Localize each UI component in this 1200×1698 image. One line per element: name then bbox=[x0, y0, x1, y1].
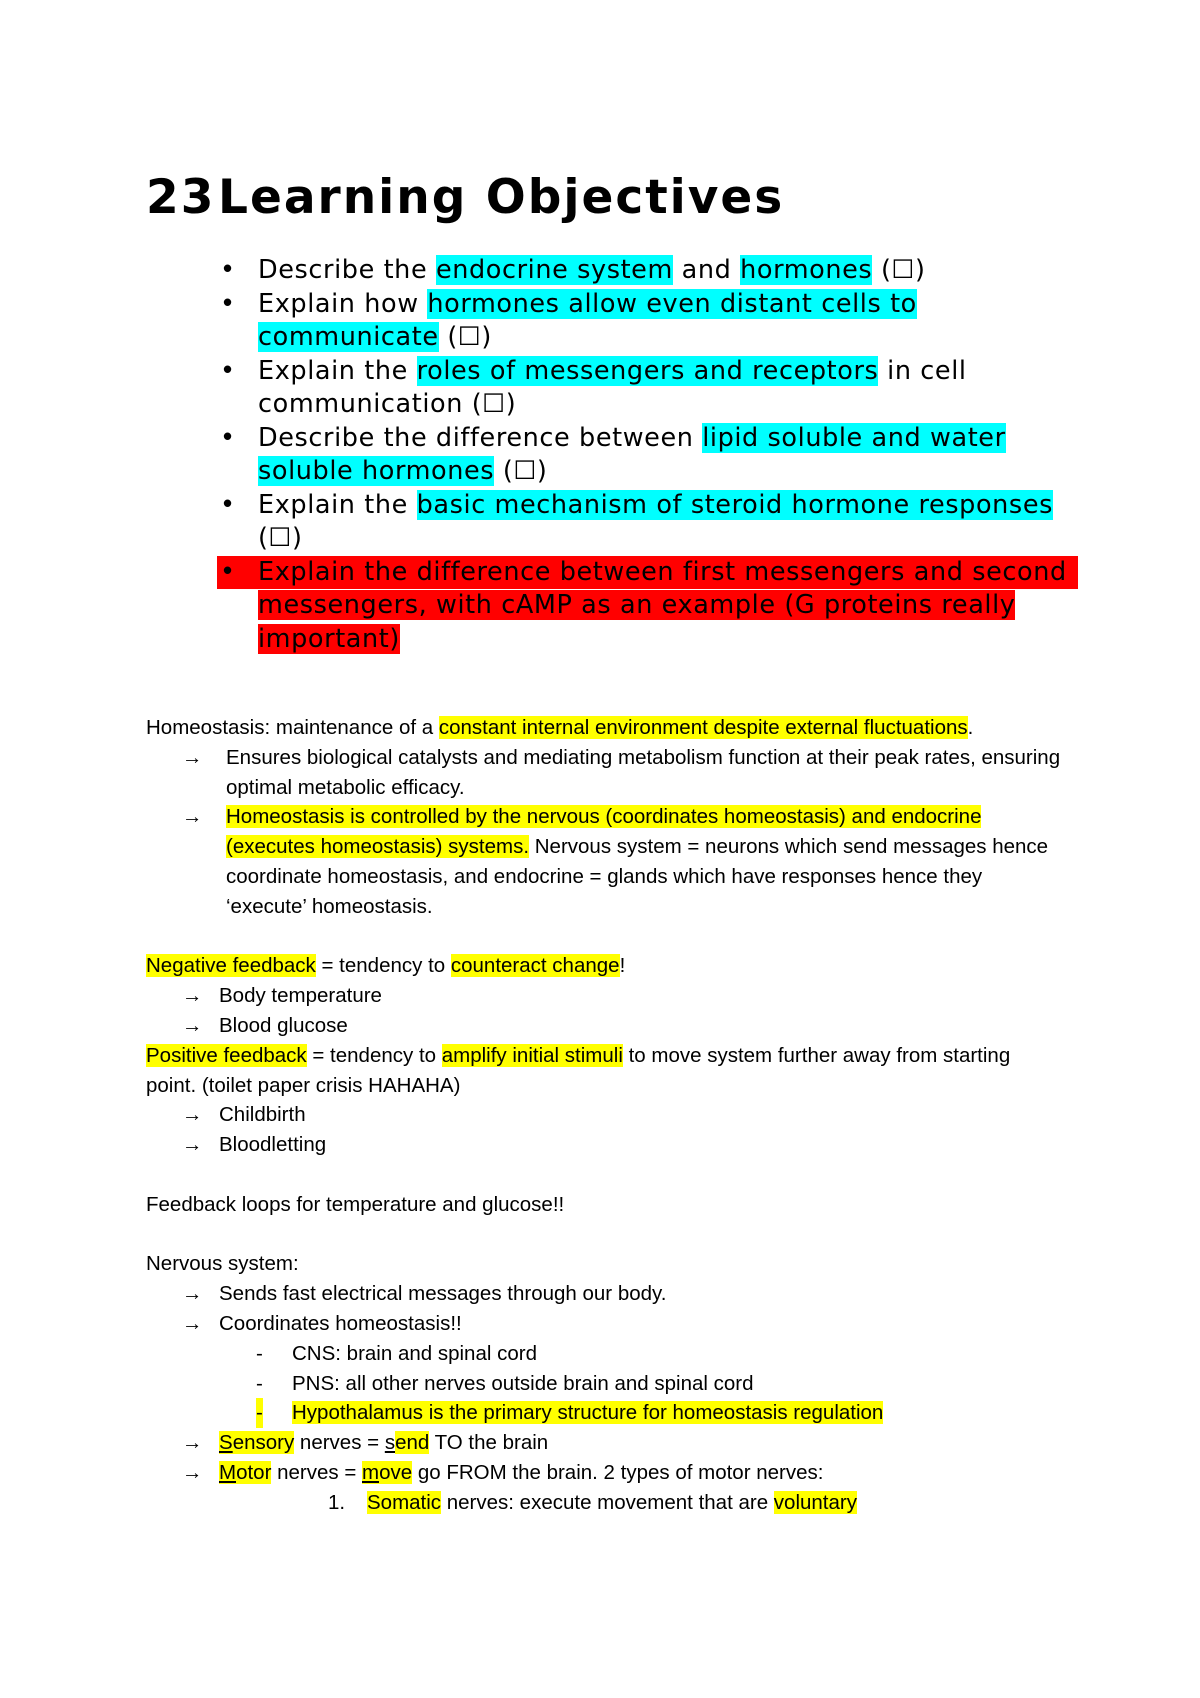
objective-text-segment: Explain how bbox=[258, 288, 428, 319]
objective-text bbox=[258, 423, 1006, 487]
motor-nerves-point bbox=[146, 1458, 1066, 1488]
bullet-icon: • bbox=[220, 288, 236, 319]
sensory-nerves-text-segment: nerves = bbox=[294, 1431, 385, 1455]
bullet-icon: • bbox=[220, 422, 236, 453]
negative-feedback-example-text: Body temperature bbox=[219, 984, 382, 1008]
negative-feedback-example bbox=[146, 1011, 1066, 1041]
objective-text-segment: Explain the bbox=[258, 489, 417, 520]
negative-feedback-definition-segment: Negative feedback bbox=[146, 954, 316, 978]
dash-marker: - bbox=[256, 1341, 263, 1365]
objective-text-segment: endocrine system bbox=[435, 255, 673, 285]
objective-text bbox=[258, 557, 1067, 654]
positive-feedback-example-text: Bloodletting bbox=[219, 1133, 327, 1157]
homeostasis-point-text-segment: Homeostasis is controlled by the nervous (coordinates homeostasis) and endocrine (executes homeostasis) systems. bbox=[226, 805, 982, 859]
negative-feedback-definition-segment: ! bbox=[619, 954, 626, 978]
bullet-icon: • bbox=[220, 556, 236, 587]
homeostasis-point bbox=[146, 743, 1066, 803]
homeostasis-point-text-segment: Ensures biological catalysts and mediating metabolism function at their peak rates, ensuring optimal metabolic efficacy. bbox=[226, 745, 1061, 799]
arrow-icon: → bbox=[182, 805, 203, 829]
nervous-system-point bbox=[146, 1309, 1066, 1339]
arrow-icon: → bbox=[182, 1282, 203, 1306]
homeostasis-points bbox=[146, 743, 1066, 922]
list-number: 1. bbox=[328, 1490, 346, 1514]
motor-nerves-text-segment: nerves = bbox=[271, 1460, 362, 1484]
homeostasis-definition-segment: . bbox=[967, 716, 974, 739]
arrow-icon: → bbox=[182, 1460, 203, 1484]
nervous-system-subpoint-text-segment: Hypothalamus is the primary structure for homeostasis regulation bbox=[292, 1401, 884, 1425]
dash-marker: - bbox=[256, 1371, 263, 1395]
homeostasis-point-text-segment: Nervous system = neurons which send messages hence coordinate homeostasis, and endocrine = glands which have responses hence they ‘execute’ homeostasis. bbox=[226, 835, 1049, 918]
homeostasis-point bbox=[146, 802, 1066, 921]
notes-body bbox=[146, 713, 1066, 1518]
negative-feedback-definition-segment: counteract change bbox=[450, 954, 620, 978]
positive-feedback-example-text: Childbirth bbox=[219, 1103, 306, 1127]
homeostasis-definition bbox=[146, 713, 1066, 743]
negative-feedback-definition bbox=[146, 951, 1066, 981]
objective-text bbox=[258, 289, 917, 353]
objective-text-segment: Describe the bbox=[258, 255, 436, 285]
nervous-system-point-text: Sends fast electrical messages through our body. bbox=[219, 1282, 667, 1306]
feedback-loops-note: Feedback loops for temperature and glucose!! bbox=[146, 1192, 565, 1216]
objective-text-segment: lipid soluble and water soluble hormones bbox=[258, 422, 1006, 486]
dash-marker: - bbox=[256, 1398, 263, 1428]
objective-text bbox=[258, 255, 926, 285]
objective-text-segment: Explain the bbox=[258, 355, 417, 386]
objective-text bbox=[258, 490, 1053, 554]
negative-feedback-definition-segment: = tendency to bbox=[315, 954, 451, 978]
sensory-nerves-text-segment: ensory bbox=[232, 1431, 295, 1455]
motor-nerve-type-text-segment: nerves: execute movement that are bbox=[441, 1490, 774, 1514]
motor-nerves-text-segment: go FROM the brain. 2 types of motor nerves: bbox=[412, 1460, 824, 1484]
sensory-nerves-text-segment: S bbox=[219, 1431, 233, 1455]
positive-feedback-definition bbox=[146, 1041, 1066, 1101]
sensory-nerves-point bbox=[146, 1428, 1066, 1458]
motor-nerves-text-segment: m bbox=[362, 1460, 380, 1484]
objective-text-segment: roles of messengers and receptors bbox=[416, 355, 879, 386]
sensory-nerves-text-segment: end bbox=[395, 1431, 430, 1455]
positive-feedback-definition-segment: to move system further away from starting point. (toilet paper crisis HAHAHA) bbox=[146, 1043, 1011, 1097]
homeostasis-definition-segment: constant internal environment despite external fluctuations bbox=[438, 716, 968, 739]
objective-text-segment: (☐) bbox=[494, 456, 548, 486]
arrow-icon: → bbox=[182, 1311, 203, 1335]
objective-text-segment: Explain the difference between first messengers and second messengers, with cAMP as an example (G proteins really important) bbox=[258, 556, 1067, 654]
objective-text-segment: (☐) bbox=[258, 523, 303, 553]
homeostasis-definition-segment: Homeostasis: maintenance of a bbox=[146, 716, 439, 739]
objective-text-segment: basic mechanism of steroid hormone responses bbox=[416, 489, 1053, 520]
section-heading bbox=[146, 170, 784, 226]
heading-number: 23 bbox=[146, 170, 216, 225]
nervous-system-subpoint-text-segment: CNS: brain and spinal cord bbox=[292, 1341, 537, 1365]
arrow-icon: → bbox=[182, 1103, 203, 1127]
motor-nerve-type-text-segment: voluntary bbox=[773, 1490, 857, 1514]
objective-item bbox=[0, 556, 1078, 657]
nervous-system-subpoint-text-segment: PNS: all other nerves outside brain and spinal cord bbox=[292, 1371, 754, 1395]
arrow-icon: → bbox=[182, 745, 203, 769]
nervous-system-point bbox=[146, 1279, 1066, 1309]
arrow-icon: → bbox=[182, 1013, 203, 1037]
nervous-system-point-text: Coordinates homeostasis!! bbox=[219, 1311, 462, 1335]
objective-text-segment: and bbox=[672, 255, 741, 285]
objective-item bbox=[0, 288, 1078, 355]
bullet-icon: • bbox=[220, 489, 236, 520]
nervous-system-title: Nervous system: bbox=[146, 1252, 299, 1276]
objective-item bbox=[0, 489, 1078, 556]
nervous-system-subpoint bbox=[146, 1339, 1066, 1369]
arrow-icon: → bbox=[182, 984, 203, 1008]
objective-text-segment: in cell communication (☐) bbox=[258, 355, 967, 419]
nervous-system-subpoint bbox=[146, 1369, 1066, 1399]
objective-text-segment: (☐) bbox=[438, 322, 492, 352]
positive-feedback-example bbox=[146, 1130, 1066, 1160]
positive-feedback-definition-segment: = tendency to bbox=[306, 1043, 442, 1067]
objective-item bbox=[0, 422, 1078, 489]
arrow-icon: → bbox=[182, 1431, 203, 1455]
positive-feedback-examples bbox=[146, 1100, 1066, 1160]
bullet-icon: • bbox=[220, 255, 236, 285]
objective-text-segment: hormones bbox=[740, 255, 873, 285]
motor-nerves-text-segment: M bbox=[219, 1460, 237, 1484]
sensory-nerves-text-segment: TO the brain bbox=[429, 1431, 549, 1455]
positive-feedback-example bbox=[146, 1100, 1066, 1130]
learning-objectives-list bbox=[0, 254, 1200, 656]
objective-text-segment: Describe the difference between bbox=[258, 422, 703, 453]
negative-feedback-examples bbox=[146, 981, 1066, 1041]
objective-item bbox=[0, 355, 1078, 422]
positive-feedback-definition-segment: amplify initial stimuli bbox=[441, 1043, 623, 1067]
bullet-icon: • bbox=[220, 355, 236, 386]
objective-item bbox=[0, 254, 1078, 288]
objective-text bbox=[258, 356, 967, 420]
arrow-icon: → bbox=[182, 1133, 203, 1157]
negative-feedback-example-text: Blood glucose bbox=[219, 1013, 348, 1037]
positive-feedback-definition-segment: Positive feedback bbox=[146, 1043, 307, 1067]
motor-nerves-text-segment: otor bbox=[236, 1460, 272, 1484]
nervous-system-points bbox=[146, 1279, 1066, 1517]
motor-nerve-type-item bbox=[146, 1488, 1066, 1518]
motor-nerves-text-segment: ove bbox=[379, 1460, 413, 1484]
motor-nerve-type-text-segment: Somatic bbox=[367, 1490, 442, 1514]
nervous-system-subpoint bbox=[146, 1398, 1066, 1428]
objective-text-segment: (☐) bbox=[872, 255, 926, 285]
objective-text-segment: hormones allow even distant cells to communicate bbox=[258, 288, 917, 352]
negative-feedback-example bbox=[146, 981, 1066, 1011]
sensory-nerves-text-segment: s bbox=[384, 1431, 396, 1455]
heading-text: Learning Objectives bbox=[218, 170, 785, 225]
